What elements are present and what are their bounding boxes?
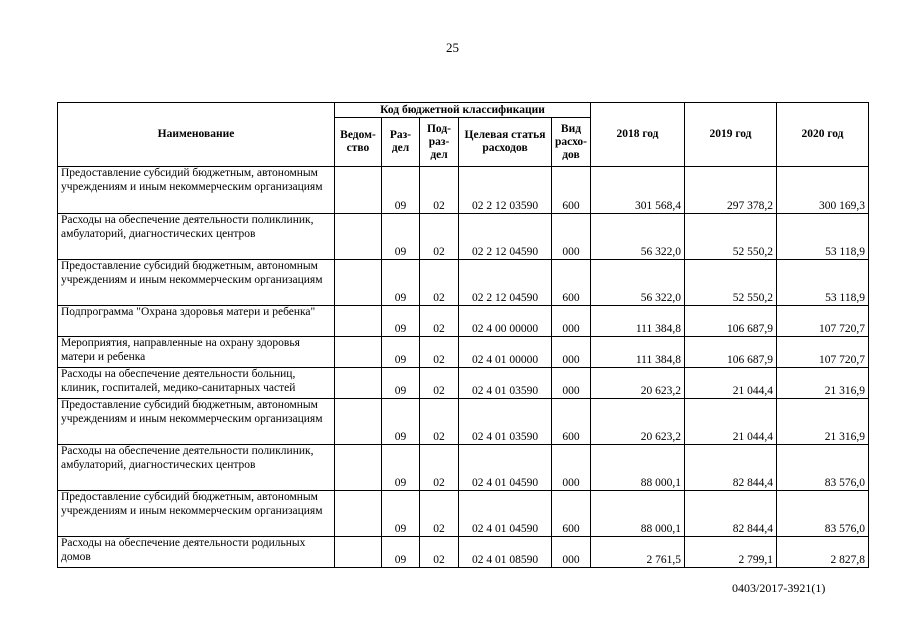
row-podrazdel: 02 (420, 306, 459, 337)
header-name: Наименование (58, 103, 335, 167)
row-vid: 600 (552, 491, 591, 537)
row-value-2018: 56 322,0 (590, 214, 684, 260)
row-value-2019: 52 550,2 (684, 214, 776, 260)
row-value-2018: 88 000,1 (590, 445, 684, 491)
row-value-2019: 82 844,4 (684, 445, 776, 491)
row-vedomstvo (335, 167, 382, 214)
row-value-2020: 2 827,8 (776, 537, 868, 568)
row-value-2020: 21 316,9 (776, 399, 868, 445)
row-name: Предоставление субсидий бюджетным, автономным учреждениям и иным некоммерческим организациям (58, 167, 335, 214)
row-podrazdel: 02 (420, 337, 459, 368)
row-target: 02 4 01 00000 (459, 337, 552, 368)
row-podrazdel: 02 (420, 445, 459, 491)
row-value-2020: 83 576,0 (776, 491, 868, 537)
table-row (58, 167, 869, 214)
row-target: 02 4 01 04590 (459, 491, 552, 537)
row-podrazdel: 02 (420, 491, 459, 537)
row-razdel: 09 (382, 167, 420, 214)
row-value-2020: 83 576,0 (776, 445, 868, 491)
row-razdel: 09 (382, 368, 420, 399)
header-vid: Вид расхо-дов (552, 118, 591, 167)
row-vid: 600 (552, 399, 591, 445)
row-vedomstvo (335, 491, 382, 537)
row-razdel: 09 (382, 214, 420, 260)
row-vid: 600 (552, 167, 591, 214)
row-target: 02 2 12 04590 (459, 260, 552, 306)
row-name: Расходы на обеспечение деятельности больниц, клиник, госпиталей, медико-санитарных частей (58, 368, 335, 399)
row-target: 02 4 01 04590 (459, 445, 552, 491)
table-row (58, 445, 869, 491)
header-vedomstvo: Ведом-ство (335, 118, 382, 167)
row-vedomstvo (335, 368, 382, 399)
document-code: 0403/2017-3921(1) (732, 581, 826, 595)
row-vid: 000 (552, 537, 591, 568)
row-vedomstvo (335, 306, 382, 337)
row-podrazdel: 02 (420, 537, 459, 568)
row-podrazdel: 02 (420, 368, 459, 399)
row-vedomstvo (335, 214, 382, 260)
budget-table (57, 102, 869, 568)
row-value-2020: 53 118,9 (776, 260, 868, 306)
row-vedomstvo (335, 399, 382, 445)
row-vid: 000 (552, 306, 591, 337)
row-target: 02 2 12 04590 (459, 214, 552, 260)
page-number: 25 (446, 40, 459, 55)
row-razdel: 09 (382, 445, 420, 491)
row-name: Расходы на обеспечение деятельности родильных домов (58, 537, 335, 568)
row-vid: 000 (552, 368, 591, 399)
row-target: 02 4 01 03590 (459, 399, 552, 445)
row-value-2018: 111 384,8 (590, 306, 684, 337)
table-row (58, 399, 869, 445)
row-vid: 000 (552, 214, 591, 260)
row-name: Предоставление субсидий бюджетным, автономным учреждениям и иным некоммерческим организациям (58, 260, 335, 306)
row-vid: 600 (552, 260, 591, 306)
table-row (58, 337, 869, 368)
row-vedomstvo (335, 337, 382, 368)
row-vedomstvo (335, 260, 382, 306)
table-row (58, 537, 869, 568)
row-value-2018: 20 623,2 (590, 399, 684, 445)
header-podrazdel: Под-раз-дел (420, 118, 459, 167)
row-razdel: 09 (382, 337, 420, 368)
row-target: 02 4 00 00000 (459, 306, 552, 337)
row-value-2019: 106 687,9 (684, 337, 776, 368)
row-value-2020: 107 720,7 (776, 337, 868, 368)
row-razdel: 09 (382, 537, 420, 568)
row-vedomstvo (335, 537, 382, 568)
row-value-2018: 2 761,5 (590, 537, 684, 568)
table-row (58, 491, 869, 537)
row-razdel: 09 (382, 306, 420, 337)
row-value-2019: 2 799,1 (684, 537, 776, 568)
row-value-2020: 53 118,9 (776, 214, 868, 260)
row-target: 02 4 01 03590 (459, 368, 552, 399)
row-value-2018: 20 623,2 (590, 368, 684, 399)
row-name: Предоставление субсидий бюджетным, автономным учреждениям и иным некоммерческим организациям (58, 399, 335, 445)
header-code-group: Код бюджетной классификации (335, 103, 591, 118)
row-name: Предоставление субсидий бюджетным, автономным учреждениям и иным некоммерческим организациям (58, 491, 335, 537)
row-value-2018: 88 000,1 (590, 491, 684, 537)
row-name: Расходы на обеспечение деятельности поликлиник, амбулаторий, диагностических центров (58, 445, 335, 491)
row-value-2019: 82 844,4 (684, 491, 776, 537)
row-name: Мероприятия, направленные на охрану здоровья матери и ребенка (58, 337, 335, 368)
row-value-2020: 300 169,3 (776, 167, 868, 214)
row-name: Подпрограмма "Охрана здоровья матери и ребенка" (58, 306, 335, 337)
row-podrazdel: 02 (420, 167, 459, 214)
row-razdel: 09 (382, 399, 420, 445)
row-podrazdel: 02 (420, 214, 459, 260)
row-value-2019: 106 687,9 (684, 306, 776, 337)
row-name: Расходы на обеспечение деятельности поликлиник, амбулаторий, диагностических центров (58, 214, 335, 260)
header-2019: 2019 год (684, 103, 776, 167)
table-row (58, 260, 869, 306)
row-value-2020: 21 316,9 (776, 368, 868, 399)
row-value-2019: 21 044,4 (684, 368, 776, 399)
row-podrazdel: 02 (420, 399, 459, 445)
row-target: 02 4 01 08590 (459, 537, 552, 568)
row-vid: 000 (552, 445, 591, 491)
row-value-2019: 52 550,2 (684, 260, 776, 306)
row-value-2020: 107 720,7 (776, 306, 868, 337)
row-razdel: 09 (382, 260, 420, 306)
row-vid: 000 (552, 337, 591, 368)
row-value-2019: 297 378,2 (684, 167, 776, 214)
header-2020: 2020 год (776, 103, 868, 167)
row-vedomstvo (335, 445, 382, 491)
header-razdel: Раз-дел (382, 118, 420, 167)
row-value-2018: 56 322,0 (590, 260, 684, 306)
table-row (58, 214, 869, 260)
header-2018: 2018 год (590, 103, 684, 167)
row-value-2018: 111 384,8 (590, 337, 684, 368)
table-row (58, 306, 869, 337)
row-target: 02 2 12 03590 (459, 167, 552, 214)
row-value-2018: 301 568,4 (590, 167, 684, 214)
row-podrazdel: 02 (420, 260, 459, 306)
header-target: Целевая статья расходов (459, 118, 552, 167)
table-row (58, 368, 869, 399)
row-razdel: 09 (382, 491, 420, 537)
row-value-2019: 21 044,4 (684, 399, 776, 445)
